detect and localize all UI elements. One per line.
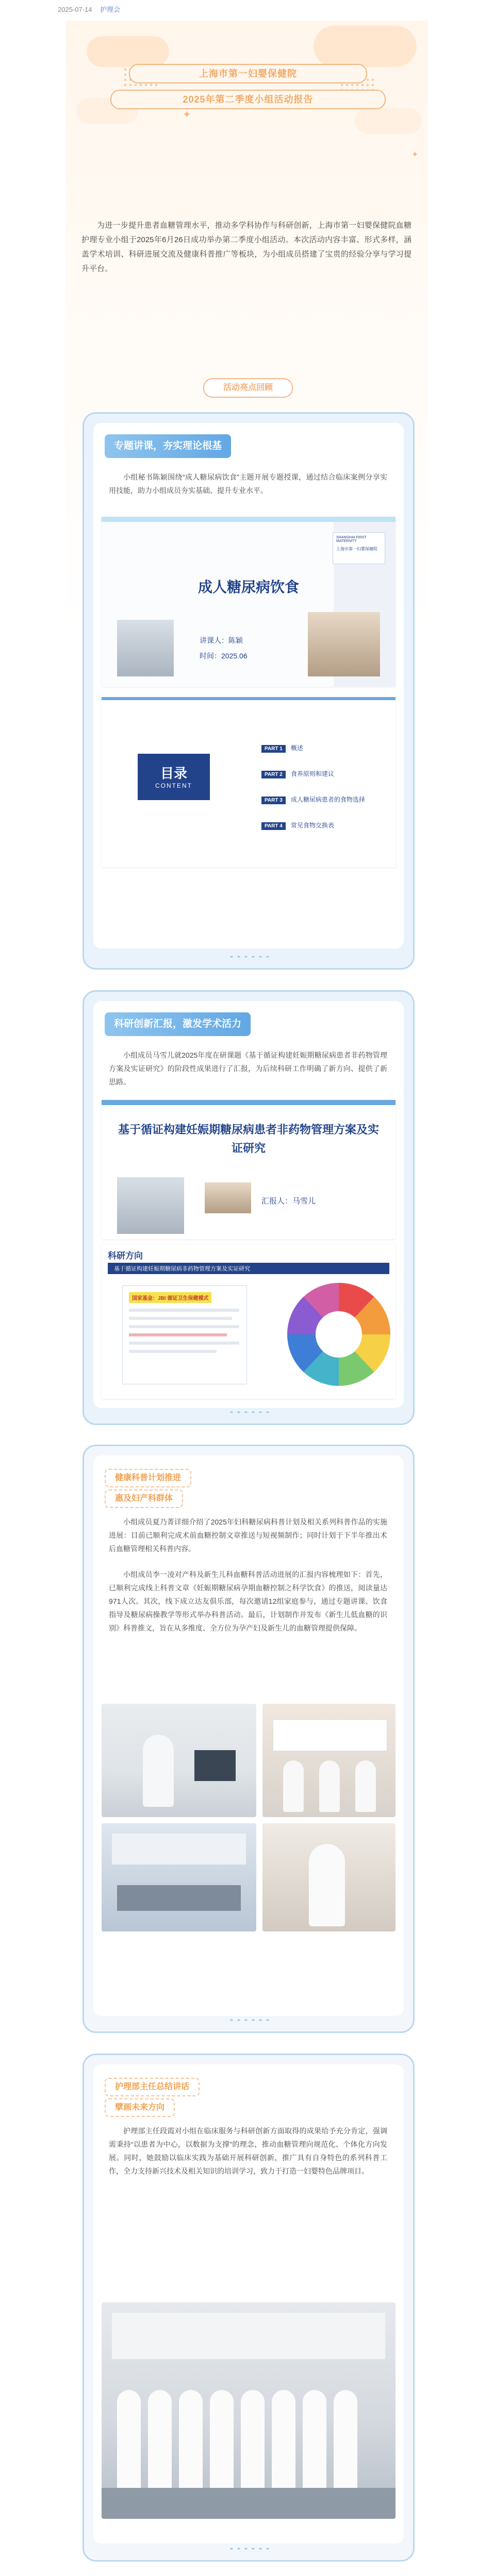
contents-item: PART 2 食养原则和建议	[261, 769, 334, 778]
card-research	[83, 990, 415, 1425]
card-footer-dots	[228, 1410, 269, 1414]
card-research-tag: 科研创新汇报，激发学术活力	[105, 1012, 251, 1036]
article-meta	[58, 4, 126, 14]
card-research-text: 小组成员马雪儿就2025年度在研课题《基于循证构建妊娠期糖尿病患者非药物管理方案及实证研究》的阶段性成果进行了汇报，为后续科研工作明确了新方向、提供了新思路。	[109, 1051, 387, 1086]
card-outreach-tag1: 健康科普计划推进	[105, 1469, 191, 1487]
contents-item: PART 1 概述	[261, 743, 303, 753]
photo-meeting-2	[262, 1704, 396, 1817]
photo-meeting-1	[102, 1704, 256, 1817]
slide-research-cover	[102, 1100, 396, 1239]
slide-research-title: 基于循证构建妊娠期糖尿病患者非药物管理方案及实证研究	[118, 1123, 379, 1155]
star-icon: ✦	[183, 109, 191, 121]
hospital-logo: SHANGHAI FIRST MATERNITY 上海市第一妇婴保健院	[333, 532, 385, 564]
slide-diet-speaker: 讲课人：陈颖	[200, 636, 243, 645]
header-ribbon-title: 2025年第二季度小组活动报告	[110, 90, 386, 109]
card-speech-tag1: 护理部主任总结讲话	[105, 2078, 200, 2096]
card-speech-text: 护理部主任段霞对小组在临床服务与科研创新方面取得的成果给予充分肯定，强调需秉持“以患者为中心，以数据为支撑”的理念，推动血糖管理向规范化、个体化方向发展。同时，她鼓励以临床实践为基础开展科研创新，推广具有自身特色的系列科普工作，全力支持新兴技术及相关知识的培训学习，致力于打造一妇婴特色品牌项目。	[109, 2127, 387, 2175]
research-subheading: 基于循证构建妊娠期糖尿病非药物管理方案及实证研究	[114, 1266, 250, 1272]
photo-meeting-3	[102, 1823, 256, 1931]
slide-diet-cover	[102, 517, 396, 687]
card-lecture	[83, 412, 415, 970]
intro-paragraph: 为进一步提升患者血糖管理水平，推动多学科协作与科研创新，上海市第一妇婴保健院血糖护理专业小组于2025年6月26日成功举办第二季度小组活动。本次活动内容丰富、形式多样，涵盖学术培训、科研进展交流及健康科普推广等板块，为小组成员搭建了宝贵的经验分享与学习提升平台。	[81, 221, 411, 273]
contents-item: PART 3 成人糖尿病患者的食物选择	[261, 795, 365, 804]
header-ribbon-hospital: 上海市第一妇婴保健院	[129, 64, 367, 83]
card-footer-dots	[228, 2547, 269, 2551]
card-outreach-text1: 小组成员夏乃菁详细介绍了2025年妇科糖尿病科普计划及相关系列科普作品的实施进展：目前已顺利完成术前血糖控制文章推送与短视频制作；同时计划于下半年推出术后血糖管理相关科普内容。	[109, 1518, 387, 1553]
card-lecture-tag: 专题讲课，夯实理论根基	[105, 434, 231, 458]
card-footer-dots	[228, 955, 269, 959]
slide-research-speaker: 汇报人：马雪儿	[261, 1197, 316, 1206]
research-heading: 科研方向	[108, 1251, 143, 1261]
card-lecture-text: 小组秘书陈颖围绕“成人糖尿病饮食”主题开展专题授课，通过结合临床案例分享实用技能，助力小组成员夯实基础、提升专业水平。	[109, 473, 387, 495]
slide-diet-date: 时间：2025.06	[200, 652, 248, 660]
card-outreach-tag2: 惠及妇产科群体	[105, 1489, 183, 1508]
card-director-speech	[83, 2054, 415, 2562]
contents-item: PART 4 常见食物交换表	[261, 821, 334, 830]
publish-date: 2025-07-14	[58, 6, 92, 13]
card-outreach-text2: 小组成员李一凌对产科及新生儿科血糖科普活动进展的汇报内容梳理如下：首先，已顺利完成线上科普文章《妊娠期糖尿病孕期血糖控制之科学饮食》的推送，阅读量达971人次。其次，线下成立达友俱乐部，每次邀请12组家庭参与，通过专题讲课、饮食指导及糖尿病操教学等形式举办科普活动。最后，计划制作并发布《新生儿低血糖的识别》科普推文，旨在从多维度、全方位为孕产妇及新生儿的血糖管理提供保障。	[109, 1570, 387, 1632]
contents-title: 目录	[160, 766, 187, 781]
card-science-outreach	[83, 1445, 415, 2033]
author-link[interactable]: 护理会	[100, 6, 121, 13]
card-footer-dots	[228, 2018, 269, 2022]
slide-diet-title: 成人糖尿病饮食	[197, 579, 299, 595]
card-speech-tag2: 擘画未来方向	[105, 2098, 175, 2117]
photo-meeting-4	[262, 1823, 396, 1931]
photo-group	[102, 2302, 396, 2519]
contents-subtitle: CONTENT	[155, 782, 192, 789]
research-wheel-diagram	[287, 1283, 390, 1386]
slide-diet-contents	[102, 697, 396, 867]
slide-research-direction	[102, 1244, 396, 1399]
research-fund-box: 国家基金：JBI 循证卫生保健模式	[129, 1292, 211, 1303]
section-title: 活动亮点回顾	[203, 378, 293, 398]
star-icon: ✦	[411, 150, 419, 159]
